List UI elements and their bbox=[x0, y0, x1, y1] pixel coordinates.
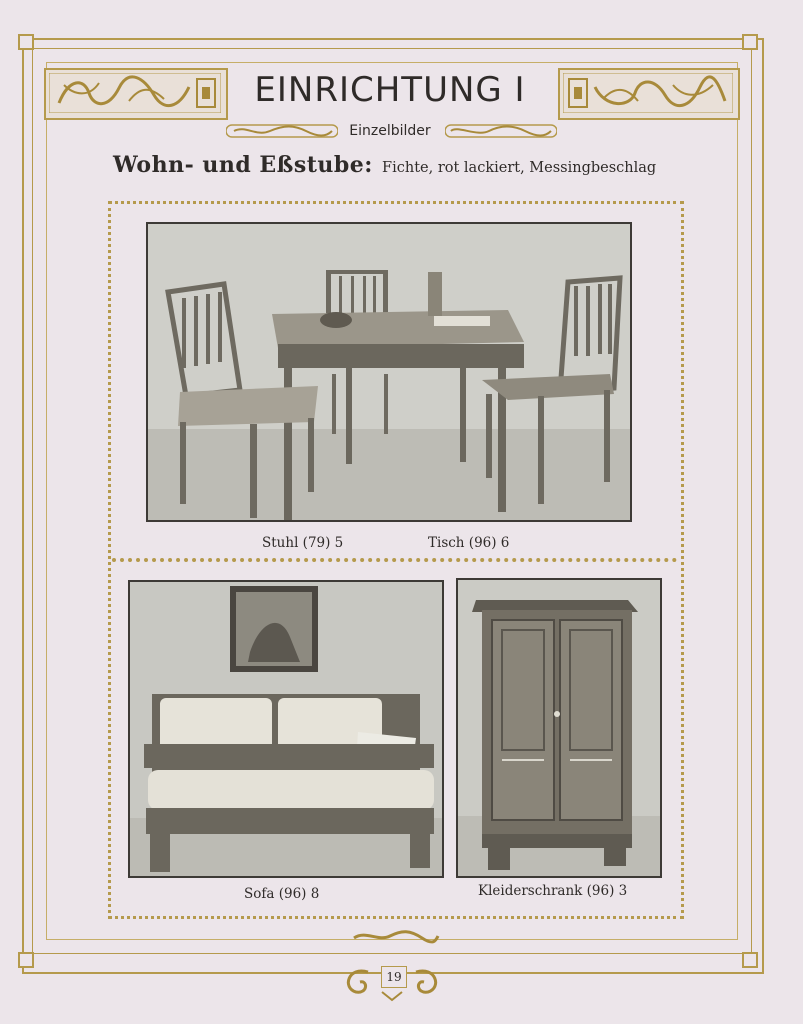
footer-top-ornament bbox=[350, 928, 442, 944]
page-number: 19 bbox=[381, 966, 407, 988]
room-name: Wohn- und Eßstube: bbox=[113, 152, 373, 178]
right-header-ornament bbox=[558, 68, 740, 120]
photo-area-divider bbox=[112, 558, 677, 562]
frame-corner-ornament bbox=[18, 952, 34, 968]
subtitle-ornament-left bbox=[226, 124, 338, 138]
sofa-photo bbox=[128, 580, 444, 878]
wardrobe-photo bbox=[456, 578, 662, 878]
page-subtitle: Einzelbilder bbox=[349, 123, 431, 139]
caption-wardrobe: Kleiderschrank (96) 3 bbox=[478, 883, 628, 899]
dining-set-photo bbox=[146, 222, 632, 522]
frame-corner-ornament bbox=[18, 34, 34, 50]
page-title: EINRICHTUNG I bbox=[254, 70, 526, 110]
frame-corner-ornament bbox=[742, 34, 758, 50]
frame-corner-ornament bbox=[742, 952, 758, 968]
caption-chair: Stuhl (79) 5 bbox=[262, 535, 344, 551]
caption-sofa: Sofa (96) 8 bbox=[244, 886, 320, 902]
caption-table: Tisch (96) 6 bbox=[428, 535, 510, 551]
room-heading bbox=[113, 152, 713, 178]
room-material: Fichte, rot lackiert, Messingbeschlag bbox=[382, 160, 657, 176]
subtitle-ornament-right bbox=[445, 124, 557, 138]
left-header-ornament bbox=[44, 68, 228, 120]
